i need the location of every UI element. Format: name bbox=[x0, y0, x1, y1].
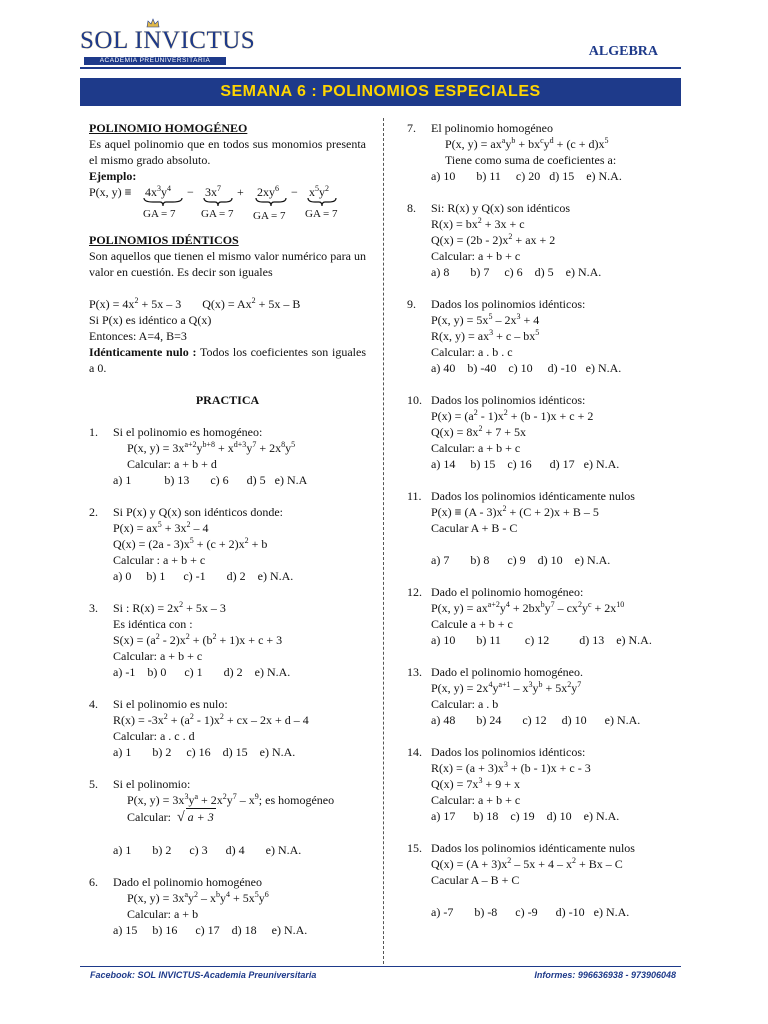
title-banner bbox=[80, 78, 681, 106]
brace-3 bbox=[255, 197, 287, 207]
example-term-3: $2xy^6$ bbox=[257, 184, 279, 199]
subject-label: ALGEBRA bbox=[588, 44, 658, 59]
answer-options: a) 1 b) 2 c) 3 d) 4 e) N.A. bbox=[113, 843, 302, 857]
answer-options: a) 15 b) 16 c) 17 d) 18 e) N.A. bbox=[113, 923, 308, 937]
answer-options: a) 1 b) 2 c) 16 d) 15 e) N.A. bbox=[113, 745, 296, 759]
example-term-2: $3x^7$ bbox=[205, 184, 221, 199]
header-rule bbox=[80, 67, 681, 69]
question-7: 7. El polinomio homogéneo P(x, $y) = ax^ay^b + bx^cy^d + (c + d)x^5$ Tiene como suma de coeficientes a: a) 10 b) 11 c) 20 d) 15 e) N.A. bbox=[407, 120, 690, 184]
example-lhs: P(x, y) ≡ bbox=[89, 185, 132, 199]
ga-label: GA = 7 bbox=[143, 208, 176, 220]
identicos-definition: Son aquellos que tienen el mismo valor numérico para un valor en cuestión. Es decir son iguales bbox=[89, 249, 366, 279]
answer-options: a) 1 b) 13 c) 6 d) 5 e) N.A bbox=[113, 473, 308, 487]
footer-rule bbox=[80, 966, 681, 967]
column-divider bbox=[383, 118, 385, 964]
left-column bbox=[89, 120, 366, 938]
question-15: 15. Dados los polinomios idénticamente nulos $Q(x) = (A + 3)x^2 - 5x + 4 - x^2 + Bx - C$ Cacular A – B + C a) -7 b) -8 c) -9 d) -10 e) N.A. bbox=[407, 840, 690, 920]
section-heading-identicos: POLINOMIOS IDÉNTICOS bbox=[89, 233, 239, 247]
ga-label: GA = 7 bbox=[305, 208, 338, 220]
answer-options: a) 8 b) 7 c) 6 d) 5 e) N.A. bbox=[431, 265, 602, 279]
question-11: 11. Dados los polinomios idénticamente nulos $P(x) \equiv (A - 3)x^2 + (C + 2)x + B - 5$ Cacular A + B - C a) 7 b) 8 c) 9 d) 10 e) N.A. bbox=[407, 488, 690, 568]
answer-options: a) 14 b) 15 c) 16 d) 17 e) N.A. bbox=[431, 457, 620, 471]
ejemplo-label: Ejemplo: bbox=[89, 169, 137, 183]
question-13: 13. Dado el polinomio homogéneo. P(x, $y) = 2x^4y^{a+1} - x^3y^b + 5x^2y^7$ Calcular: a . b a) 48 b) 24 c) 12 d) 10 e) N.A. bbox=[407, 664, 690, 728]
ga-label: GA = 7 bbox=[253, 210, 286, 222]
question-5: 5. Si el polinomio: P(x, $y) = 3x^3y^a + 2x^2y^7 - x^9$; es homogéneo Calcular: √ a + 3 a) 1 b) 2 c) 3 d) 4 e) N.A. bbox=[89, 776, 366, 858]
footer-facebook: Facebook: SOL INVICTUS-Academia Preuniversitaria bbox=[90, 970, 317, 980]
question-3: 3. Si : $R(x) = 2x^2 + 5x - 3$ Es idéntica con : $S(x) = (a^2 - 2)x^2 + (b^2 + 1)x + c + 3$ Calcular: a + b + c a) -1 b) 0 c) 1 d) 2 e) N.A. bbox=[89, 600, 366, 680]
identicos-condition: Si P(x) es idéntico a Q(x) bbox=[89, 313, 212, 327]
practica-heading: PRACTICA bbox=[195, 393, 260, 407]
question-9: 9. Dados los polinomios idénticos: P(x, $y) = 5x^5 - 2x^3 + 4$ R(x, $y) = ax^3 + c - bx^5$ Calcular: a . b . c a) 40 b) -40 c) 10 d) -10 e) N.A. bbox=[407, 296, 690, 376]
question-2: 2. Si P(x) y Q(x) son idénticos donde: $P(x) = ax^5 + 3x^2 - 4$ $Q(x) = (2a - 3)x^5 + (c + 2)x^2 + b$ Calcular : a + b + c a) 0 b) 1 c) -1 d) 2 e) N.A. bbox=[89, 504, 366, 584]
question-14: 14. Dados los polinomios idénticos: $R(x) = (a + 3)x^3 + (b - 1)x + c - 3$ $Q(x) = 7x^3 + 9 + x$ Calcular: a + b + c a) 17 b) 18 c) 19 d) 10 e) N.A. bbox=[407, 744, 690, 824]
identicos-result: Entonces: A=4, B=3 bbox=[89, 329, 187, 343]
answer-options: a) 7 b) 8 c) 9 d) 10 e) N.A. bbox=[431, 553, 611, 567]
homogeneous-example: P(x, y) ≡ $4x^3y^4$ − $3x^7$ + $2xy^6$ − $x^5y^2$ GA = 7 GA = 7 GA = 7 GA = 7 bbox=[89, 184, 338, 222]
nulo-definition: Idénticamente nulo : Todos los coeficientes son iguales a 0. bbox=[89, 345, 366, 375]
answer-options: a) -1 b) 0 c) 1 d) 2 e) N.A. bbox=[113, 665, 291, 679]
section-heading-homogeneo: POLINOMIO HOMOGÉNEO bbox=[89, 121, 248, 135]
answer-options: a) 10 b) 11 c) 12 d) 13 e) N.A. bbox=[431, 633, 652, 647]
logo-text: SOL INVICTUS bbox=[80, 27, 256, 54]
identicos-example: $P(x) = 4x^2 + 5x - 3$ $Q(x) = Ax^2 + 5x - B$ bbox=[89, 296, 301, 311]
footer-informes: Informes: 996636938 - 973906048 bbox=[534, 970, 676, 980]
question-1: 1. Si el polinomio es homogéneo: P(x, $y) = 3x^{a+2}y^{b+8} + x^{d+3}y^7 + 2x^8y^5$ Calcular: a + b + d a) 1 b) 13 c) 6 d) 5 e) N.A bbox=[89, 424, 366, 488]
example-term-1: $4x^3y^4$ bbox=[145, 184, 171, 199]
answer-options: a) 17 b) 18 c) 19 d) 10 e) N.A. bbox=[431, 809, 620, 823]
right-column bbox=[407, 120, 690, 920]
question-4: 4. Si el polinomio es nulo: $R(x) = -3x^2 + (a^2 - 1)x^2$ + cx – 2x + d – 4 Calcular: a . c . d a) 1 b) 2 c) 16 d) 15 e) N.A. bbox=[89, 696, 366, 760]
page-title: SEMANA 6 : POLINOMIOS ESPECIALES bbox=[220, 83, 541, 100]
question-12: 12. Dado el polinomio homogéneo: P(x, $y) = ax^{a+2}y^4 + 2bx^by^7 - cx^2y^c + 2x^{10}$ Calcule a + b + c a) 10 b) 11 c) 12 d) 13 e) N.A. bbox=[407, 584, 690, 648]
answer-options: a) 48 b) 24 c) 12 d) 10 e) N.A. bbox=[431, 713, 641, 727]
ga-label: GA = 7 bbox=[201, 208, 234, 220]
example-term-4: $x^5y^2$ bbox=[309, 184, 329, 199]
question-10: 10. Dados los polinomios idénticos: $P(x) = (a^2 - 1)x^2 + (b - 1)x + c + 2$ $Q(x) = 8x^2 + 7 + 5x$ Calcular: a + b + c a) 14 b) 15 c) 16 d) 17 e) N.A. bbox=[407, 392, 690, 472]
homogeneo-definition: Es aquel polinomio que en todos sus monomios presenta el mismo grado absoluto. bbox=[89, 137, 366, 167]
academy-logo bbox=[80, 24, 256, 66]
question-6: 6. Dado el polinomio homogéneo P(x, $y) = 3x^ay^2 - x^by^4 + 5x^5y^6$ Calcular: a + b a) 15 b) 16 c) 17 d) 18 e) N.A. bbox=[89, 874, 366, 938]
answer-options: a) 40 b) -40 c) 10 d) -10 e) N.A. bbox=[431, 361, 622, 375]
answer-options: a) 10 b) 11 c) 20 d) 15 e) N.A. bbox=[431, 169, 622, 183]
question-8: 8. Si: R(x) y Q(x) son idénticos $R(x) = bx^2 + 3x + c$ $Q(x) = (2b - 2)x^2$ + ax + 2 Calcular: a + b + c a) 8 b) 7 c) 6 d) 5 e) N.A. bbox=[407, 200, 690, 280]
answer-options: a) 0 b) 1 c) -1 d) 2 e) N.A. bbox=[113, 569, 294, 583]
logo-subtitle: ACADEMIA PREUNIVERSITARIA bbox=[84, 57, 226, 65]
answer-options: a) -7 b) -8 c) -9 d) -10 e) N.A. bbox=[431, 905, 630, 919]
